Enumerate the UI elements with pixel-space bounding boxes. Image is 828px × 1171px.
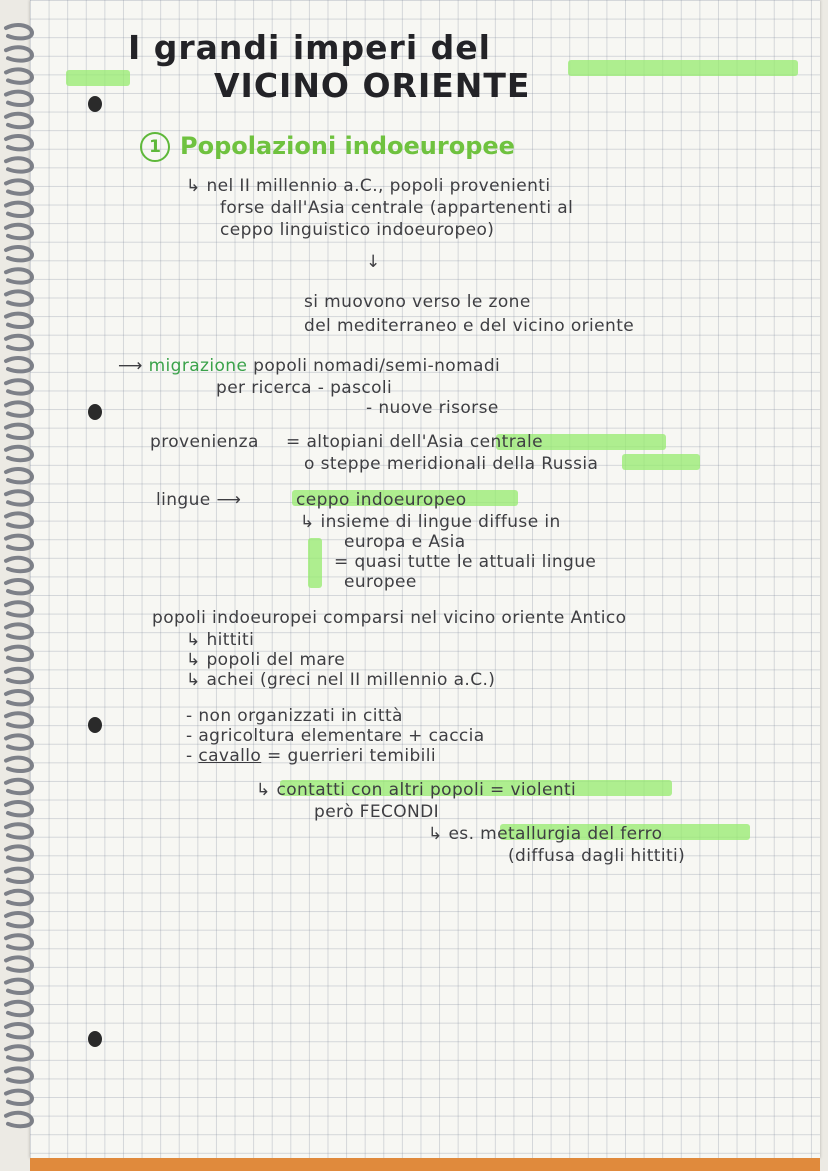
note-line: forse dall'Asia centrale (appartenenti al <box>220 198 574 218</box>
note-text: popoli nomadi/semi-nomadi <box>247 356 501 376</box>
note-line <box>186 746 436 766</box>
spiral-coil <box>6 891 32 904</box>
spiral-coil <box>6 758 32 771</box>
spiral-coil <box>6 780 32 793</box>
page-bottom-edge <box>30 1158 820 1171</box>
spiral-coil <box>6 469 32 482</box>
spiral-coil <box>6 647 32 660</box>
spiral-coil <box>6 935 32 948</box>
spiral-coil <box>6 580 32 593</box>
title-highlight-left <box>66 70 130 86</box>
note-line: ceppo linguistico indoeuropeo) <box>220 220 495 240</box>
highlight-russia <box>622 454 700 470</box>
spiral-coil <box>6 136 32 149</box>
note-line: ↳ insieme di lingue diffuse in <box>300 512 561 532</box>
arrow-icon: ↳ es. <box>428 824 481 844</box>
keyword-cavallo: cavallo <box>198 746 262 766</box>
spiral-coil <box>6 513 32 526</box>
note-line-migrazione <box>118 356 500 376</box>
spiral-coil <box>6 225 32 238</box>
note-line: ↳ achei (greci nel II millennio a.C.) <box>186 670 496 690</box>
note-text: o steppe meridionali della <box>304 454 542 474</box>
spiral-coil <box>6 114 32 127</box>
title-highlight-right <box>568 60 798 76</box>
label-lingue: lingue ⟶ <box>156 490 242 510</box>
keyword-metallurgia: metallurgia del ferro <box>480 824 663 844</box>
label-provenienza: provenienza <box>150 432 259 452</box>
spiral-coil <box>6 447 32 460</box>
spiral-coil <box>6 180 32 193</box>
spiral-coil <box>6 957 32 970</box>
spiral-coil <box>6 802 32 815</box>
spiral-coil <box>6 491 32 504</box>
spiral-coil <box>6 1046 32 1059</box>
spiral-coil <box>6 291 32 304</box>
spiral-coil <box>6 1113 32 1126</box>
note-text: = guerrieri temibili <box>261 746 437 766</box>
down-arrow-icon: ↓ <box>366 252 381 272</box>
note-line: ↳ hittiti <box>186 630 255 650</box>
spiral-coil <box>6 158 32 171</box>
spiral-coil <box>6 536 32 549</box>
note-line: ceppo indoeuropeo <box>296 490 467 510</box>
note-line: ↳ nel II millennio a.C., popoli provenienti <box>186 176 551 196</box>
note-line: - agricoltura elementare + caccia <box>186 726 485 746</box>
note-line: = quasi tutte le attuali lingue <box>334 552 597 572</box>
keyword-russia: Russia <box>541 454 599 474</box>
note-line: del mediterraneo e del vicino oriente <box>304 316 635 336</box>
spiral-coil <box>6 691 32 704</box>
highlight-bar-lingue <box>308 538 322 588</box>
arrow-icon: ↳ <box>256 780 277 800</box>
note-line: si muovono verso le zone <box>304 292 531 312</box>
note-line: però FECONDI <box>314 802 440 822</box>
spiral-coil <box>6 247 32 260</box>
note-line <box>256 780 576 800</box>
spiral-coil <box>6 1002 32 1015</box>
spiral-coil <box>6 980 32 993</box>
note-line: popoli indoeuropei comparsi nel vicino oriente Antico <box>152 608 627 628</box>
spiral-coil <box>6 380 32 393</box>
spiral-binding-icon <box>0 20 34 1130</box>
note-line: europee <box>344 572 417 592</box>
note-line: ↳ popoli del mare <box>186 650 346 670</box>
note-line <box>304 454 598 474</box>
note-line: (diffusa dagli hittiti) <box>508 846 686 866</box>
spiral-coil <box>6 402 32 415</box>
spiral-coil <box>6 92 32 105</box>
section-number: 1 <box>140 132 170 162</box>
spiral-coil <box>6 269 32 282</box>
spiral-coil <box>6 713 32 726</box>
spiral-coil <box>6 69 32 82</box>
spiral-coil <box>6 735 32 748</box>
note-line <box>428 824 662 844</box>
punch-hole <box>88 717 102 733</box>
spiral-coil <box>6 1024 32 1037</box>
spiral-coil <box>6 913 32 926</box>
spiral-coil <box>6 25 32 38</box>
page-title-line1: I grandi imperi del <box>128 28 491 67</box>
section-heading: Popolazioni indoeuropee <box>180 132 515 160</box>
note-line <box>286 432 543 452</box>
spiral-coil <box>6 602 32 615</box>
spiral-coil <box>6 558 32 571</box>
spiral-coil <box>6 669 32 682</box>
punch-hole <box>88 96 102 112</box>
spiral-coil <box>6 425 32 438</box>
note-line: europa e Asia <box>344 532 466 552</box>
keyword-contatti: contatti con altri popoli = violenti <box>276 780 577 800</box>
note-line: per ricerca - pascoli <box>216 378 393 398</box>
spiral-coil <box>6 1091 32 1104</box>
spiral-coil <box>6 624 32 637</box>
note-text: - <box>186 746 199 766</box>
page-title-line2: VICINO ORIENTE <box>214 66 531 105</box>
notebook-page <box>30 0 820 1158</box>
note-line: - nuove risorse <box>366 398 499 418</box>
spiral-coil <box>6 47 32 60</box>
spiral-coil <box>6 1068 32 1081</box>
note-text: = altopiani dell' <box>286 432 427 452</box>
note-line: - non organizzati in città <box>186 706 403 726</box>
spiral-coil <box>6 336 32 349</box>
keyword-asia-centrale: Asia centrale <box>426 432 543 452</box>
punch-hole <box>88 1031 102 1047</box>
keyword-migrazione: migrazione <box>148 356 248 376</box>
spiral-coil <box>6 314 32 327</box>
spiral-coil <box>6 358 32 371</box>
spiral-coil <box>6 846 32 859</box>
spiral-coil <box>6 824 32 837</box>
arrow-icon: ⟶ <box>118 356 149 376</box>
punch-hole <box>88 404 102 420</box>
spiral-coil <box>6 203 32 216</box>
spiral-coil <box>6 869 32 882</box>
